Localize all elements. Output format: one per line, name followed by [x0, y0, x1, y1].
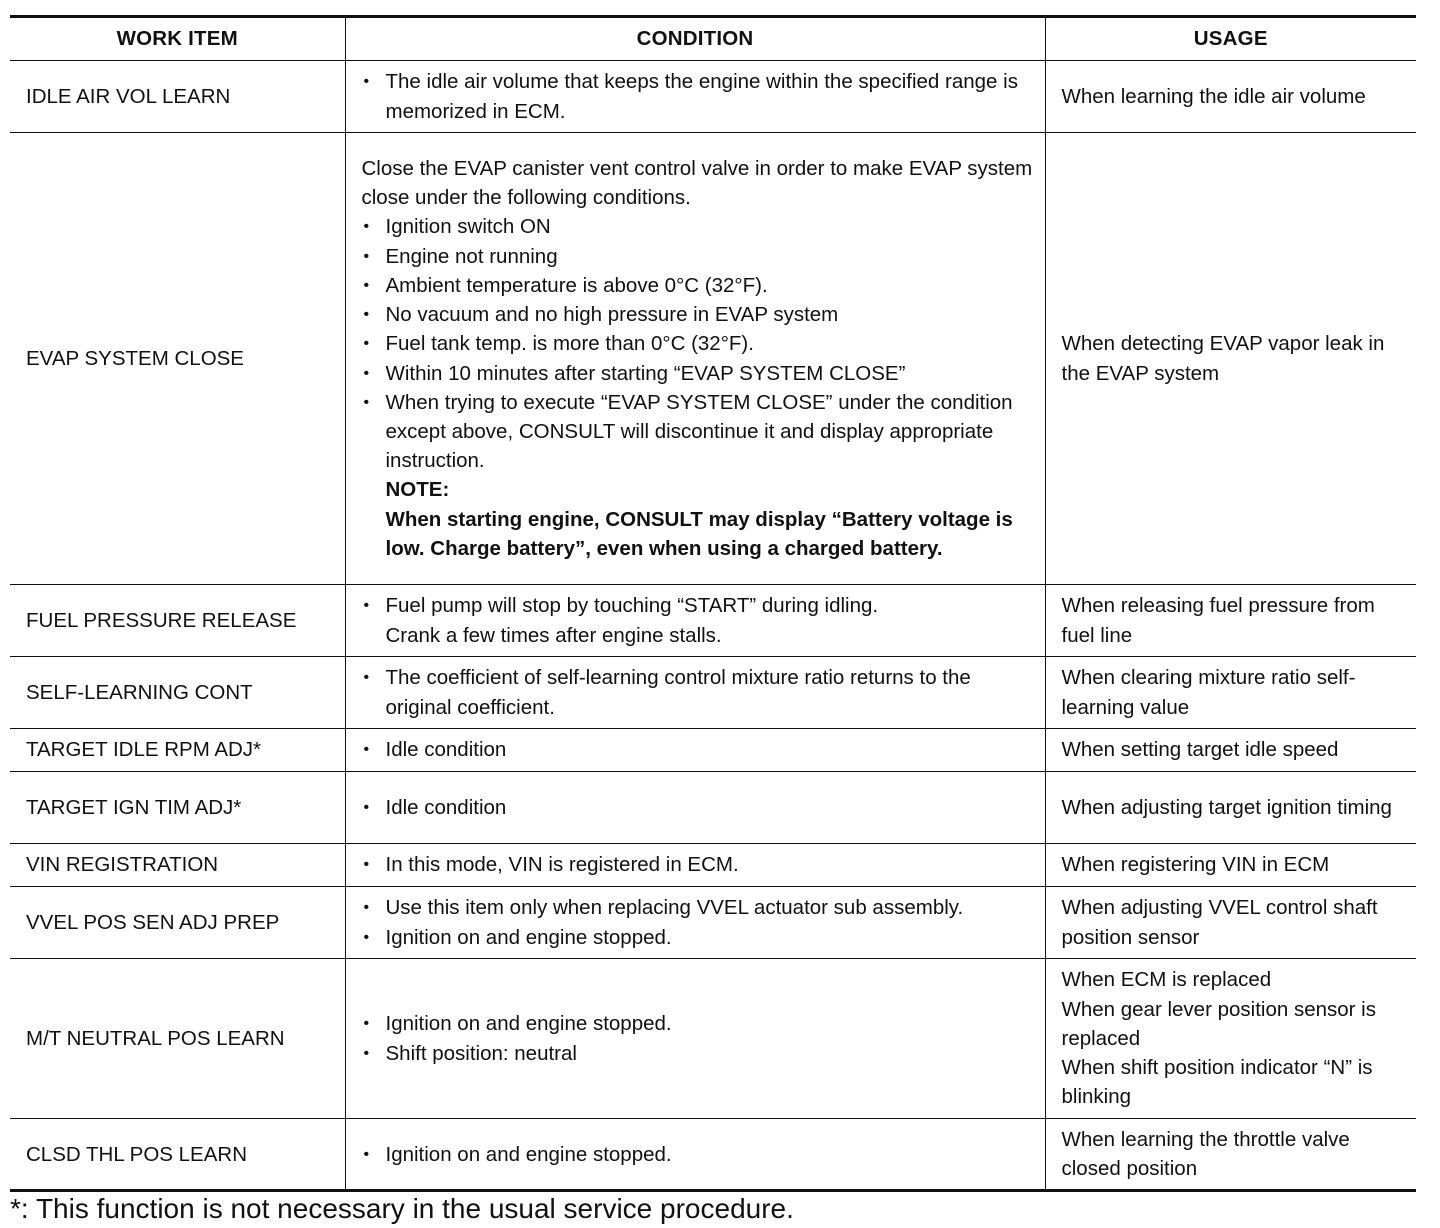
- condition-intro: Close the EVAP canister vent control valve in order to make EVAP system close under the following conditions.: [361, 157, 1033, 210]
- work-item-cell: TARGET IDLE RPM ADJ*: [10, 729, 345, 772]
- table-row: [10, 959, 1416, 1119]
- condition-cell: [345, 61, 1045, 133]
- work-support-table-container: [10, 15, 1416, 1192]
- condition-bullet: • Ambient temperature is above 0°C (32°F).: [362, 271, 1037, 300]
- condition-bullet-list: [362, 893, 1037, 951]
- table-row: [10, 61, 1416, 133]
- usage-line: When releasing fuel pressure from fuel line: [1061, 594, 1375, 647]
- usage-cell: [1045, 887, 1416, 959]
- condition-bullet: • Fuel tank temp. is more than 0°C (32°F).: [362, 329, 1037, 358]
- usage-line: When ECM is replaced: [1061, 968, 1272, 992]
- table-row: [10, 844, 1416, 887]
- condition-cell: [345, 657, 1045, 729]
- note-block: [362, 475, 1037, 563]
- condition-bullet: • The coefficient of self-learning control mixture ratio returns to the original coefficient.: [362, 663, 1037, 721]
- usage-cell: [1045, 585, 1416, 657]
- condition-cell: [345, 959, 1045, 1119]
- usage-line: When gear lever position sensor is replaced: [1061, 997, 1376, 1050]
- usage-cell: [1045, 133, 1416, 585]
- footnote: *: This function is not necessary in the usual service procedure.: [10, 1193, 794, 1224]
- usage-cell: [1045, 959, 1416, 1119]
- condition-cell: [345, 729, 1045, 772]
- header-usage: USAGE: [1045, 17, 1416, 61]
- condition-bullet-list: [362, 67, 1037, 125]
- usage-cell: [1045, 61, 1416, 133]
- condition-bullet: • Ignition switch ON: [362, 212, 1037, 241]
- condition-bullet-list: [362, 735, 1037, 764]
- condition-bullet: • Engine not running: [362, 242, 1037, 271]
- condition-bullet-list: [362, 793, 1037, 822]
- condition-bullet: • When trying to execute “EVAP SYSTEM CLOSE” under the condition except above, CONSULT will discontinue it and display appropriate instruction.: [362, 388, 1037, 476]
- condition-cell: [345, 887, 1045, 959]
- condition-bullet: • Within 10 minutes after starting “EVAP SYSTEM CLOSE”: [362, 359, 1037, 388]
- condition-bullet: • The idle air volume that keeps the engine within the specified range is memorized in ECM.: [362, 67, 1037, 125]
- condition-bullet-list: [362, 212, 1037, 475]
- header-work-item: WORK ITEM: [10, 17, 345, 61]
- work-item-cell: FUEL PRESSURE RELEASE: [10, 585, 345, 657]
- table-row: [10, 657, 1416, 729]
- condition-bullet: • Shift position: neutral: [362, 1039, 1037, 1068]
- work-support-table: [10, 15, 1416, 1192]
- usage-cell: [1045, 772, 1416, 844]
- usage-line: When adjusting VVEL control shaft position sensor: [1061, 896, 1378, 949]
- usage-line: When adjusting target ignition timing: [1061, 795, 1392, 819]
- work-item-cell: SELF-LEARNING CONT: [10, 657, 345, 729]
- header-condition: CONDITION: [345, 17, 1045, 61]
- work-item-cell: M/T NEUTRAL POS LEARN: [10, 959, 345, 1119]
- condition-bullet-list: [362, 1009, 1037, 1067]
- condition-bullet: • Ignition on and engine stopped.: [362, 1009, 1037, 1038]
- condition-bullet: • Ignition on and engine stopped.: [362, 923, 1037, 952]
- condition-cell: [345, 1119, 1045, 1191]
- condition-cell: [345, 133, 1045, 585]
- table-row: [10, 133, 1416, 585]
- usage-line: When detecting EVAP vapor leak in the EVAP system: [1061, 332, 1385, 385]
- usage-line: When setting target idle speed: [1061, 738, 1339, 762]
- table-row: [10, 887, 1416, 959]
- work-item-cell: TARGET IGN TIM ADJ*: [10, 772, 345, 844]
- condition-bullet: • Idle condition: [362, 735, 1037, 764]
- work-item-cell: VIN REGISTRATION: [10, 844, 345, 887]
- condition-cell: [345, 772, 1045, 844]
- usage-line: When registering VIN in ECM: [1061, 853, 1330, 877]
- usage-line: When shift position indicator “N” is blinking: [1061, 1056, 1373, 1109]
- condition-bullet-list: [362, 591, 1037, 649]
- usage-cell: [1045, 1119, 1416, 1191]
- condition-bullet: • Idle condition: [362, 793, 1037, 822]
- work-item-cell: EVAP SYSTEM CLOSE: [10, 133, 345, 585]
- table-row: [10, 1119, 1416, 1191]
- work-item-cell: VVEL POS SEN ADJ PREP: [10, 887, 345, 959]
- condition-bullet: • In this mode, VIN is registered in ECM.: [362, 850, 1037, 879]
- table-row: [10, 729, 1416, 772]
- usage-cell: [1045, 844, 1416, 887]
- note-text: When starting engine, CONSULT may display “Battery voltage is low. Charge battery”, even when using a charged battery.: [385, 507, 1013, 560]
- usage-cell: [1045, 729, 1416, 772]
- table-row: [10, 585, 1416, 657]
- note-title: NOTE:: [385, 478, 450, 502]
- condition-bullet: • Fuel pump will stop by touching “START” during idling. Crank a few times after engine stalls.: [362, 591, 1037, 649]
- condition-bullet: • Ignition on and engine stopped.: [362, 1140, 1037, 1169]
- table-row: [10, 772, 1416, 844]
- table-header-row: [10, 17, 1416, 61]
- table-body: [10, 61, 1416, 1191]
- condition-bullet-list: [362, 850, 1037, 879]
- condition-bullet-list: [362, 1140, 1037, 1169]
- usage-line: When clearing mixture ratio self-learning value: [1061, 666, 1356, 719]
- usage-line: When learning the idle air volume: [1061, 84, 1366, 108]
- work-item-cell: CLSD THL POS LEARN: [10, 1119, 345, 1191]
- condition-bullet: • Use this item only when replacing VVEL actuator sub assembly.: [362, 893, 1037, 922]
- work-item-cell: IDLE AIR VOL LEARN: [10, 61, 345, 133]
- condition-bullet: • No vacuum and no high pressure in EVAP system: [362, 300, 1037, 329]
- condition-bullet-list: [362, 663, 1037, 721]
- usage-line: When learning the throttle valve closed position: [1061, 1128, 1350, 1181]
- usage-cell: [1045, 657, 1416, 729]
- condition-cell: [345, 844, 1045, 887]
- condition-cell: [345, 585, 1045, 657]
